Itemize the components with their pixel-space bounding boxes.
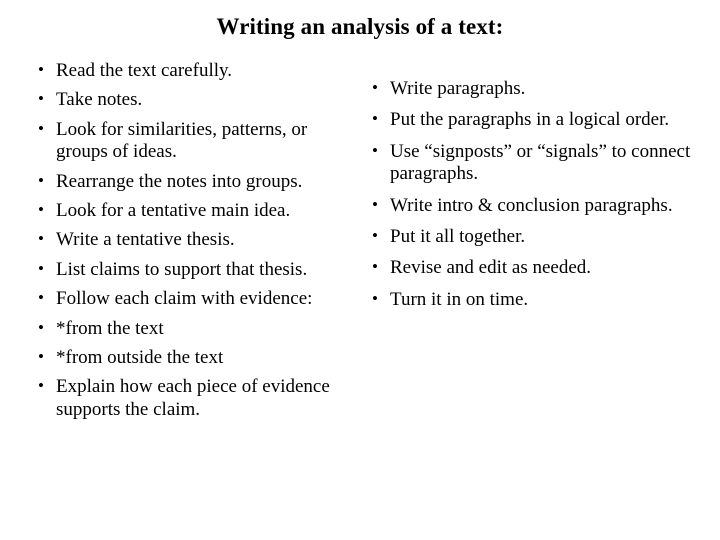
list-item: • Look for similarities, patterns, or groups of ideas.: [36, 119, 338, 164]
right-column-list: [370, 78, 704, 311]
slide-body: [0, 40, 720, 428]
left-column-list: [36, 60, 338, 421]
list-item: • Write paragraphs.: [370, 78, 704, 100]
list-item: • Follow each claim with evidence:: [36, 288, 338, 310]
list-item: • Write a tentative thesis.: [36, 229, 338, 251]
list-item: • Put it all together.: [370, 226, 704, 248]
list-item: • Take notes.: [36, 89, 338, 111]
list-item: • Put the paragraphs in a logical order.: [370, 109, 704, 131]
list-item: • Write intro & conclusion paragraphs.: [370, 195, 704, 217]
list-sub-item: • *from outside the text: [36, 347, 338, 369]
list-item: • Explain how each piece of evidence supports the claim.: [36, 376, 338, 421]
page-title: Writing an analysis of a text:: [216, 14, 504, 39]
left-column: [14, 60, 344, 428]
list-item: • Turn it in on time.: [370, 289, 704, 311]
list-item: • List claims to support that thesis.: [36, 259, 338, 281]
list-item: • Look for a tentative main idea.: [36, 200, 338, 222]
right-column: [344, 60, 704, 320]
list-item: • Rearrange the notes into groups.: [36, 171, 338, 193]
list-item: • Read the text carefully.: [36, 60, 338, 82]
list-sub-item: • *from the text: [36, 318, 338, 340]
list-item: • Revise and edit as needed.: [370, 257, 704, 279]
list-item: • Use “signposts” or “signals” to connect paragraphs.: [370, 141, 704, 186]
